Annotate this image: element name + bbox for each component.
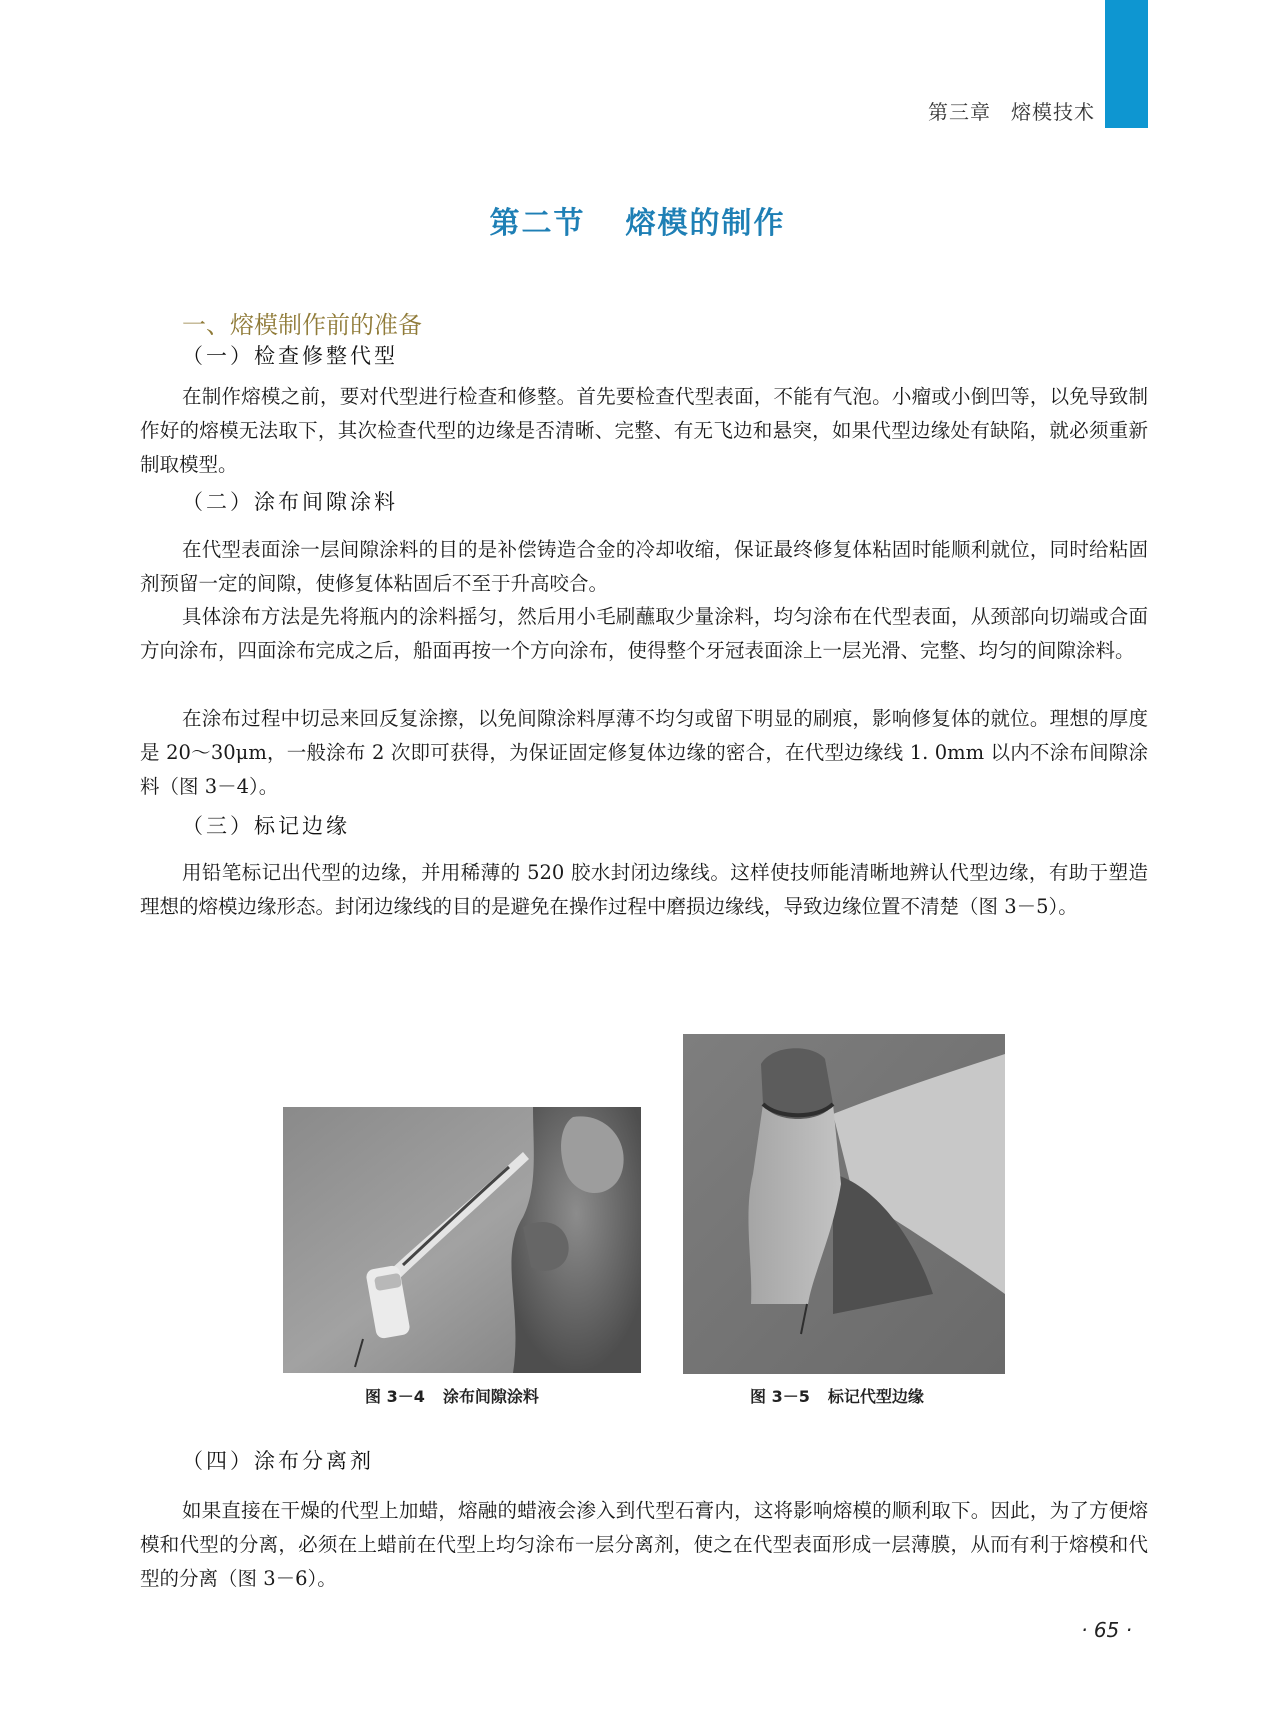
figure-3-5-text: 标记代型边缘 bbox=[827, 1387, 924, 1406]
chapter-color-tab bbox=[1105, 0, 1148, 128]
figure-3-4-photo bbox=[283, 1107, 641, 1373]
figure-3-5-caption bbox=[750, 1384, 924, 1407]
page-number: · 65 · bbox=[1081, 1618, 1132, 1642]
section-name: 熔模的制作 bbox=[625, 206, 786, 241]
figure-3-5-number: 图 3－5 bbox=[750, 1387, 810, 1406]
part-heading: 一、熔模制作前的准备 bbox=[182, 311, 422, 339]
subsection-heading-4: （四）涂布分离剂 bbox=[182, 1449, 374, 1473]
chapter-title: 熔模技术 bbox=[1011, 100, 1095, 124]
section-title bbox=[0, 198, 1275, 242]
paragraph-2-1: 在代型表面涂一层间隙涂料的目的是补偿铸造合金的冷却收缩，保证最终修复体粘固时能顺利就位，同时给粘固剂预留一定的间隙，使修复体粘固后不至于升高咬合。 bbox=[140, 538, 1148, 595]
paragraph-2-2: 具体涂布方法是先将瓶内的涂料摇匀，然后用小毛刷蘸取少量涂料，均匀涂布在代型表面，从颈部向切端或合面方向涂布，四面涂布完成之后，船面再按一个方向涂布，使得整个牙冠表面涂上一层光滑、完整、均匀的间隙涂料。 bbox=[140, 605, 1148, 662]
figure-3-4-text: 涂布间隙涂料 bbox=[442, 1387, 539, 1406]
paragraph-1-1: 在制作熔模之前，要对代型进行检查和修整。首先要检查代型表面，不能有气泡。小瘤或小倒凹等，以免导致制作好的熔模无法取下，其次检查代型的边缘是否清晰、完整、有无飞边和悬突，如果代型边缘处有缺陷，就必须重新制取模型。 bbox=[140, 385, 1148, 476]
subsection-heading-1: （一）检查修整代型 bbox=[182, 344, 398, 368]
paragraph-4-1: 如果直接在干燥的代型上加蜡，熔融的蜡液会渗入到代型石膏内，这将影响熔模的顺利取下。因此，为了方便熔模和代型的分离，必须在上蜡前在代型上均匀涂布一层分离剂，使之在代型表面形成一层薄膜，从而有利于熔模和代型的分离（图 3－6）。 bbox=[140, 1499, 1148, 1590]
figure-3-4-number: 图 3－4 bbox=[365, 1387, 425, 1406]
running-header bbox=[928, 96, 1095, 125]
figure-3-4-caption bbox=[365, 1384, 539, 1407]
paragraph-2-3: 在涂布过程中切忌来回反复涂擦，以免间隙涂料厚薄不均匀或留下明显的刷痕，影响修复体的就位。理想的厚度是 20～30μm，一般涂布 2 次即可获得，为保证固定修复体边缘的密合，在代型边缘线 1. 0mm 以内不涂布间隙涂料（图 3－4）。 bbox=[140, 707, 1148, 798]
section-number: 第二节 bbox=[489, 206, 586, 241]
subsection-heading-3: （三）标记边缘 bbox=[182, 814, 350, 838]
chapter-number: 第三章 bbox=[928, 100, 991, 124]
subsection-heading-2: （二）涂布间隙涂料 bbox=[182, 490, 398, 514]
figure-3-5-photo bbox=[683, 1034, 1005, 1374]
paragraph-3-1: 用铅笔标记出代型的边缘，并用稀薄的 520 胶水封闭边缘线。这样使技师能清晰地辨认代型边缘，有助于塑造理想的熔模边缘形态。封闭边缘线的目的是避免在操作过程中磨损边缘线，导致边缘位置不清楚（图 3－5）。 bbox=[140, 861, 1148, 918]
